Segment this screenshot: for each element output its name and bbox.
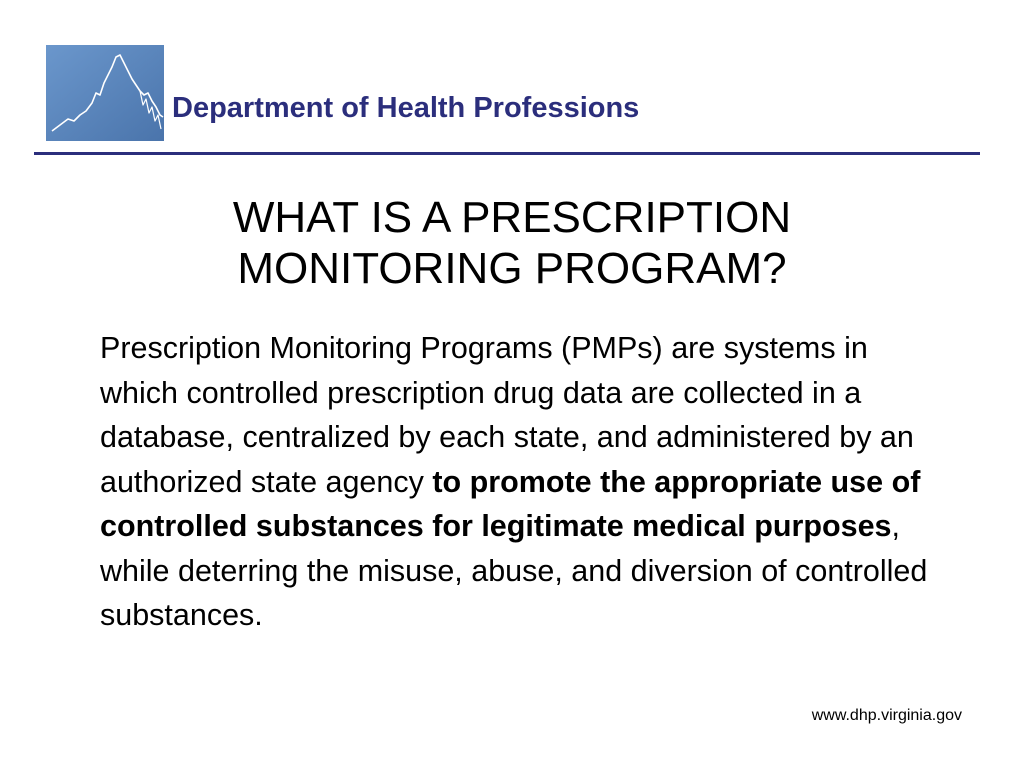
mountain-chart-logo-icon bbox=[46, 45, 164, 141]
header-divider bbox=[34, 152, 980, 155]
body-emphasis-text: to promote the appropriate use of controlled substances for legitimate medical purposes bbox=[100, 464, 921, 543]
body-conclusion-text: , while deterring the misuse, abuse, and diversion of controlled substances. bbox=[100, 509, 928, 632]
slide-title-line-2: MONITORING PROGRAM? bbox=[237, 244, 787, 293]
slide-title-line-1: WHAT IS A PRESCRIPTION bbox=[232, 193, 792, 242]
organization-name: Department of Health Professions bbox=[172, 92, 640, 124]
body-intro-text: Prescription Monitoring Programs (PMPs) are systems in which controlled prescription drug data are collected in a database, centralized by each state, and administered by an authorized state agency bbox=[100, 331, 914, 499]
footer-website-url: www.dhp.virginia.gov bbox=[811, 707, 962, 724]
slide-title bbox=[0, 192, 1024, 294]
slide-body-paragraph bbox=[100, 326, 940, 638]
